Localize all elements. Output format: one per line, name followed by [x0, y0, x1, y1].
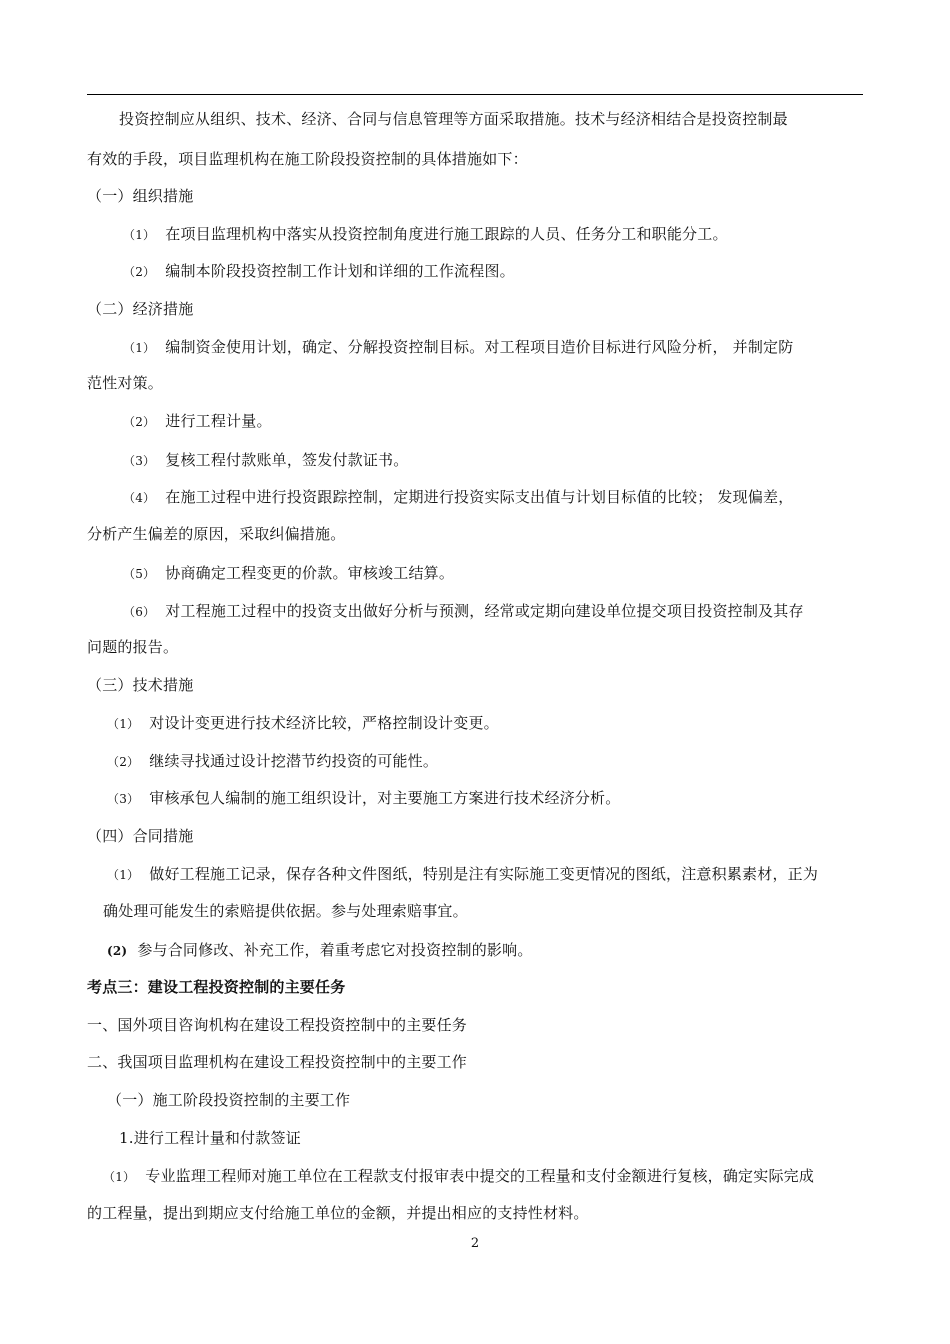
section-heading-organization: （一）组织措施: [87, 187, 194, 205]
page-number: 2: [470, 1236, 480, 1251]
list-item: （2） 进行工程计量。: [123, 412, 272, 430]
header-rule: [87, 94, 863, 95]
list-item: （1） 做好工程施工记录，保存各种文件图纸，特别是注有实际施工变更情况的图纸，注意积累素材，正为: [107, 865, 819, 883]
paragraph-line-2: 有效的手段，项目监理机构在施工阶段投资控制的具体措施如下：: [87, 150, 528, 168]
list-item: （4） 在施工过程中进行投资跟踪控制，定期进行投资实际支出值与计划目标值的比较； 发现偏差，: [123, 488, 794, 506]
paragraph-continuation: 确处理可能发生的索赔提供依据。参与处理索赔事宜。: [103, 902, 468, 920]
list-item: (2) 参与合同修改、补充工作，着重考虑它对投资控制的影响。: [107, 941, 533, 959]
section-heading-economic: （二）经济措施: [87, 300, 194, 318]
paragraph-line-1: 投资控制应从组织、技术、经济、合同与信息管理等方面采取措施。技术与经济相结合是投资控制最: [119, 110, 788, 128]
list-item: （1） 对设计变更进行技术经济比较，严格控制设计变更。: [107, 714, 499, 732]
paragraph-continuation: 的工程量，提出到期应支付给施工单位的金额，并提出相应的支持性材料。: [87, 1204, 589, 1222]
section-heading-contract: （四）合同措施: [87, 827, 194, 845]
paragraph-continuation: 问题的报告。: [87, 638, 179, 656]
subheading-domestic: 二、我国项目监理机构在建设工程投资控制中的主要工作: [87, 1053, 468, 1071]
paragraph-continuation: 分析产生偏差的原因，采取纠偏措施。: [87, 525, 346, 543]
list-item: （2） 编制本阶段投资控制工作计划和详细的工作流程图。: [123, 262, 515, 280]
subheading-foreign: 一、国外项目咨询机构在建设工程投资控制中的主要任务: [87, 1016, 468, 1034]
list-item: （1） 在项目监理机构中落实从投资控制角度进行施工跟踪的人员、任务分工和职能分工。: [123, 225, 728, 243]
list-item: （3） 审核承包人编制的施工组织设计，对主要施工方案进行技术经济分析。: [107, 789, 621, 807]
list-item: （5） 协商确定工程变更的价款。审核竣工结算。: [123, 564, 455, 582]
list-item: （2） 继续寻找通过设计挖潜节约投资的可能性。: [107, 752, 439, 770]
section-heading-technical: （三）技术措施: [87, 676, 194, 694]
list-item: （1） 编制资金使用计划，确定、分解投资控制目标。对工程项目造价目标进行风险分析， 并制定防: [123, 338, 794, 356]
list-item: （6） 对工程施工过程中的投资支出做好分析与预测，经常或定期向建设单位提交项目投资控制及其存: [123, 602, 804, 620]
subheading-construction-stage: （一）施工阶段投资控制的主要工作: [107, 1091, 351, 1109]
key-point-heading: 考点三：建设工程投资控制的主要任务: [87, 978, 346, 996]
subheading-measurement: 1.进行工程计量和付款签证: [119, 1129, 301, 1147]
paragraph-continuation: 范性对策。: [87, 374, 164, 392]
list-item: （1） 专业监理工程师对施工单位在工程款支付报审表中提交的工程量和支付金额进行复核，确定实际完成: [103, 1167, 815, 1185]
list-item: （3） 复核工程付款账单，签发付款证书。: [123, 451, 409, 469]
